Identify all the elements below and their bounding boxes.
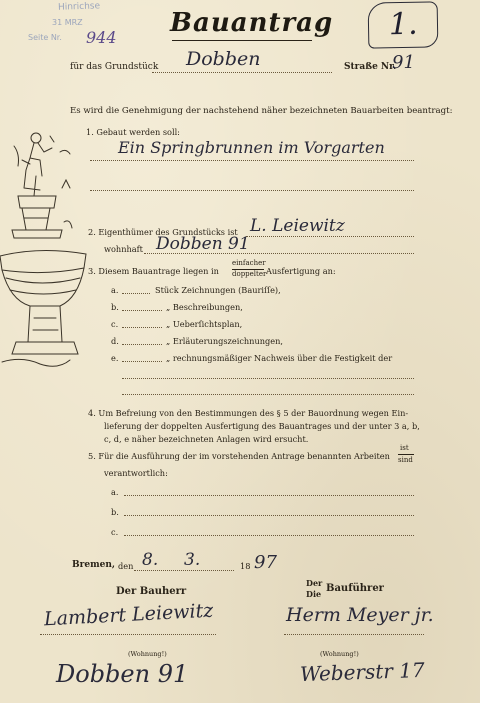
item5-row-b-line [124,515,414,516]
bauherr-line [40,634,216,635]
item5-row-a: a. [111,487,119,497]
stamp-page: Seite Nr. [28,33,62,42]
title-underline [172,40,312,41]
item3-frac-bottom: doppelter [232,270,267,278]
bauf-signature: Herm Meyer jr. [286,604,434,626]
item5-row-c: c. [111,527,119,537]
bauherr-signature: Lambert Leiewitz [43,599,214,631]
form-number-box [368,1,439,48]
bauherr-address: Dobben 91 [56,660,189,688]
bauherr-label: Der Bauherr [116,586,187,597]
item3-row-b-letter: b. [111,302,119,312]
item3-row-c-text: „ Ueberſichtsplan, [166,319,243,329]
item4-line3: c, d, e näher bezeichneten Anlagen wird ersucht. [104,434,309,444]
item3-row-a-line [122,293,150,294]
item1-value: Ein Springbrunnen im Vorgarten [118,138,385,157]
item3-row-d-letter: d. [111,336,119,346]
archive-number: 944 [86,28,117,47]
item3-row-d-line [122,344,162,345]
item5-frac-top: ist [400,444,409,452]
item5-row-c-line [124,535,414,536]
item5-line2: verantwortlich: [104,468,168,478]
item1-label: 1. Gebaut werden soll: [86,127,180,137]
bauherr-wohnung-label: (Wohnung!) [128,650,167,658]
item5-line1: 5. Für die Ausführung der im vorstehenden Antrage benannten Arbeiten [88,451,390,461]
strasse-value: 91 [392,52,415,73]
item5-row-b: b. [111,507,119,517]
form-number: 1. [388,6,418,43]
item2-label: 2. Eigenthümer des Grundstücks ist [88,227,238,237]
item3-row-a-letter: a. [111,285,119,295]
place-label: Bremen, [72,560,116,570]
item3-label: 3. Diesem Bauantrage liegen in [88,266,219,276]
stamp-text: Hinrichse [57,1,101,13]
item1-line1 [90,160,414,161]
item1-line2 [90,190,414,191]
item3-row-a-text: Stück Zeichnungen (Bauriſſe), [155,285,281,295]
item5-row-a-line [124,495,414,496]
grundstueck-line [152,72,332,73]
item5-frac-bottom: sind [398,456,413,464]
grundstueck-value: Dobben [186,48,261,70]
item3-row-e-text: „ rechnungsmäßiger Nachweis über die Festigkeit der [166,353,393,363]
item3-row-c-letter: c. [111,319,119,329]
bauf-die: Die [306,589,322,599]
item3-row-b-text: „ Beschreibungen, [166,302,243,312]
item3-row-c-line [122,327,162,328]
item3-label-post: Ausfertigung an: [266,266,336,276]
item5-frac-bar [398,454,414,455]
item3-row-d-text: „ Erläuterungszeichnungen, [166,336,283,346]
item3-row-e-letter: e. [111,353,119,363]
page-title: Bauantrag [170,8,334,38]
date-day: 8. [142,550,159,570]
den-label: den [118,561,134,571]
bauf-line [284,634,424,635]
date-line [134,570,234,571]
item3-frac-top: einfacher [232,259,266,267]
bauf-address: Weberstr 17 [299,657,426,687]
residence-value: Dobben 91 [156,234,250,254]
bauf-der: Der [306,578,323,588]
intro-text: Es wird die Genehmigung der nachstehend näher bezeichneten Bauarbeiten beantragt: [70,106,453,116]
item3-row-e-cont1 [122,378,414,379]
item3-row-b-line [122,310,162,311]
residence-label: wohnhaft [104,244,143,254]
strasse-label: Straße Nr. [344,62,397,72]
item4-line1: 4. Um Befreiung von den Bestimmungen des § 5 der Bauordnung wegen Ein- [88,408,409,418]
bauf-wohnung-label: (Wohnung!) [320,650,359,658]
item3-row-e-line [122,361,162,362]
year-print: 18 [240,561,251,571]
item4-line2: lieferung der doppelten Ausfertigung des Bauantrages und der unter 3 a, b, [104,421,420,431]
date-month: 3. [184,550,201,570]
item2-owner: L. Leiewitz [250,216,345,236]
stamp-date: 31 MRZ [52,18,83,27]
bauf-label: Bauführer [326,583,384,594]
item2-line [246,236,414,237]
grundstueck-label: für das Grundstück [70,62,159,72]
item3-row-e-cont2 [122,394,414,395]
year-hand: 97 [254,552,277,573]
fountain-sketch [0,118,92,378]
